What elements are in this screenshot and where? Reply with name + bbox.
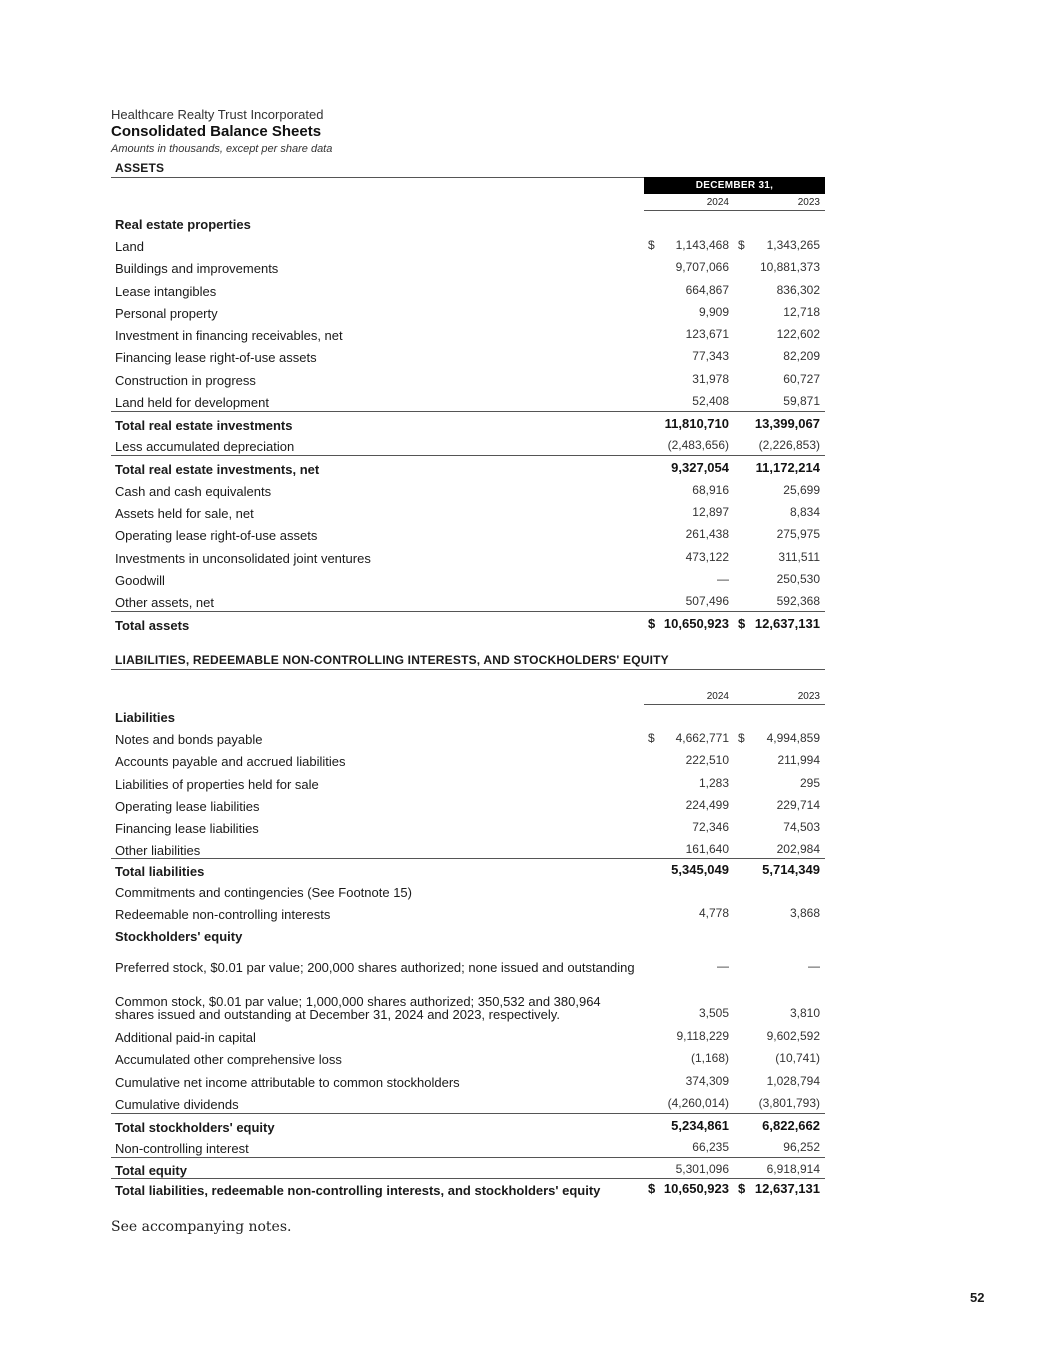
value-2023: 12,637,131 xyxy=(754,616,820,631)
value-2023: 8,834 xyxy=(789,505,820,519)
table-row xyxy=(111,1157,825,1179)
table-row xyxy=(111,322,825,344)
table-row xyxy=(111,901,825,923)
value-2023: 96,252 xyxy=(783,1140,820,1154)
table-row xyxy=(111,411,825,434)
row-label: Real estate properties xyxy=(115,217,251,232)
value-2023: 12,718 xyxy=(783,305,820,319)
value-2023: (10,741) xyxy=(775,1051,820,1065)
row-label: Operating lease liabilities xyxy=(115,799,260,814)
liabilities-year-header xyxy=(644,689,825,705)
row-label: Total assets xyxy=(115,618,190,633)
value-2024: 5,345,049 xyxy=(671,862,729,877)
value-2023: 74,503 xyxy=(783,820,820,834)
table-row xyxy=(111,233,825,255)
value-2023: 59,871 xyxy=(783,394,820,408)
row-label: Investment in financing receivables, net xyxy=(115,328,343,343)
value-2024: 9,909 xyxy=(698,305,729,319)
table-row xyxy=(111,589,825,611)
row-label: Lease intangibles xyxy=(115,284,217,299)
table-row xyxy=(111,837,825,859)
table-row xyxy=(111,726,825,748)
table-row xyxy=(111,433,825,455)
value-2024: 9,118,229 xyxy=(676,1029,729,1043)
value-2024: 1,143,468 xyxy=(675,238,729,252)
row-label: Other assets, net xyxy=(115,595,214,610)
value-2023: 250,530 xyxy=(776,572,820,586)
row-label: Cash and cash equivalents xyxy=(115,484,272,499)
value-2024: 507,496 xyxy=(685,594,729,608)
row-label: Buildings and improvements xyxy=(115,261,279,276)
table-row xyxy=(111,478,825,500)
row-label: Assets held for sale, net xyxy=(115,506,254,521)
value-2024: 10,650,923 xyxy=(663,1181,729,1196)
row-label: Liabilities of properties held for sale xyxy=(115,777,319,792)
row-label: Preferred stock, $0.01 par value; 200,000 shares authorized; none issued and outstanding xyxy=(115,960,635,975)
value-2024: 31,978 xyxy=(692,372,729,386)
assets-heading: ASSETS xyxy=(111,160,825,178)
row-label: Additional paid-in capital xyxy=(115,1030,256,1045)
row-label: Accounts payable and accrued liabilities xyxy=(115,754,346,769)
value-2023: (3,801,793) xyxy=(758,1096,820,1110)
dollar-sign: $ xyxy=(648,238,655,252)
table-row xyxy=(111,389,825,411)
liabilities-heading: LIABILITIES, REDEEMABLE NON-CONTROLLING INTERESTS, AND STOCKHOLDERS' EQUITY xyxy=(111,652,825,670)
table-row xyxy=(111,1136,825,1157)
value-2023: 311,511 xyxy=(778,550,820,564)
row-label: Financing lease liabilities xyxy=(115,821,259,836)
company-name: Healthcare Realty Trust Incorporated xyxy=(111,107,324,122)
period-label: DECEMBER 31, xyxy=(644,177,825,194)
value-2024: 123,671 xyxy=(685,327,729,341)
table-row xyxy=(111,1068,825,1091)
table-row xyxy=(111,522,825,544)
value-2024: — xyxy=(717,572,729,586)
table-row xyxy=(111,500,825,522)
value-2024: 9,707,066 xyxy=(675,260,729,274)
table-row xyxy=(111,367,825,389)
page-subtitle: Amounts in thousands, except per share data xyxy=(111,143,333,155)
dollar-sign: $ xyxy=(738,731,745,745)
value-2023: 275,975 xyxy=(776,527,820,541)
value-2023: 592,368 xyxy=(776,594,820,608)
value-2024: (4,260,014) xyxy=(667,1096,729,1110)
value-2023: 295 xyxy=(799,776,820,790)
table-row xyxy=(111,858,825,880)
table-row xyxy=(111,545,825,567)
value-2023: — xyxy=(808,959,820,973)
dollar-sign: $ xyxy=(648,731,655,745)
row-label: Goodwill xyxy=(115,573,165,588)
value-2024: 1,283 xyxy=(698,776,729,790)
table-row xyxy=(111,1178,825,1199)
table-row xyxy=(111,945,825,976)
table-row xyxy=(111,748,825,770)
row-label: Less accumulated depreciation xyxy=(115,439,295,454)
assets-year-header xyxy=(644,195,825,211)
value-2024: (2,483,656) xyxy=(667,438,729,452)
row-label: Total real estate investments, net xyxy=(115,462,320,477)
table-row xyxy=(111,793,825,815)
row-label: Land xyxy=(115,239,144,254)
row-label: Total equity xyxy=(115,1163,187,1178)
row-label: Commitments and contingencies (See Footnote 15) xyxy=(115,885,412,900)
year-2024-label: 2024 xyxy=(706,691,729,702)
value-2023: (2,226,853) xyxy=(758,438,820,452)
value-2024: 10,650,923 xyxy=(663,616,729,631)
value-2024: 68,916 xyxy=(692,483,729,497)
table-row xyxy=(111,705,825,726)
value-2024: 66,235 xyxy=(692,1140,729,1154)
row-label: Common stock, $0.01 par value; 1,000,000 shares authorized; 350,532 and 380,964 shares issued and outstanding at December 31, 2024 and 2023, respectively. xyxy=(115,994,601,1022)
value-2023: 60,727 xyxy=(783,372,820,386)
row-label: Notes and bonds payable xyxy=(115,732,263,747)
table-row xyxy=(111,1023,825,1046)
row-label: Stockholders' equity xyxy=(115,929,243,944)
table-row xyxy=(111,211,825,233)
row-label: Other liabilities xyxy=(115,843,201,858)
row-label: Cumulative dividends xyxy=(115,1097,239,1112)
table-row xyxy=(111,611,825,634)
row-label: Total real estate investments xyxy=(115,418,293,433)
dollar-sign: $ xyxy=(648,616,656,631)
value-2023: 4,994,859 xyxy=(766,731,820,745)
value-2024: 4,662,771 xyxy=(675,731,729,745)
value-2024: 261,438 xyxy=(685,527,729,541)
row-label: Land held for development xyxy=(115,395,269,410)
value-2024: 473,122 xyxy=(685,550,729,564)
row-label: Redeemable non-controlling interests xyxy=(115,907,331,922)
value-2024: 11,810,710 xyxy=(664,416,729,431)
dollar-sign: $ xyxy=(738,616,746,631)
year-2023-label: 2023 xyxy=(797,691,820,702)
table-row xyxy=(111,1091,825,1113)
value-2023: 82,209 xyxy=(783,349,820,363)
value-2023: 5,714,349 xyxy=(762,862,820,877)
value-2023: 9,602,592 xyxy=(766,1029,820,1043)
value-2024: (1,168) xyxy=(690,1051,729,1065)
value-2023: 1,343,265 xyxy=(766,238,820,252)
value-2024: 9,327,054 xyxy=(671,460,729,475)
value-2023: 11,172,214 xyxy=(755,460,820,475)
value-2024: 52,408 xyxy=(692,394,729,408)
row-label: Total liabilities xyxy=(115,864,205,879)
row-label: Accumulated other comprehensive loss xyxy=(115,1052,342,1067)
value-2024: 5,301,096 xyxy=(675,1162,729,1176)
value-2024: 224,499 xyxy=(685,798,729,812)
year-2024-label: 2024 xyxy=(706,197,729,208)
value-2023: 10,881,373 xyxy=(759,260,820,274)
table-row xyxy=(111,278,825,300)
value-2024: 161,640 xyxy=(685,842,729,856)
value-2023: 202,984 xyxy=(776,842,820,856)
value-2024: 5,234,861 xyxy=(671,1118,729,1133)
value-2023: 229,714 xyxy=(776,798,820,812)
value-2023: 25,699 xyxy=(783,483,820,497)
value-2023: 122,602 xyxy=(776,327,820,341)
value-2024: 12,897 xyxy=(692,505,729,519)
value-2024: 664,867 xyxy=(685,283,729,297)
table-row xyxy=(111,300,825,322)
value-2024: 222,510 xyxy=(685,753,729,767)
year-2023-label: 2023 xyxy=(797,197,820,208)
value-2024: 77,343 xyxy=(692,349,729,363)
row-label: Personal property xyxy=(115,306,218,321)
row-label: Cumulative net income attributable to common stockholders xyxy=(115,1075,460,1090)
row-label: Non-controlling interest xyxy=(115,1141,249,1156)
footnote: See accompanying notes. xyxy=(111,1219,292,1235)
value-2024: 72,346 xyxy=(692,820,729,834)
value-2024: 374,309 xyxy=(685,1074,729,1088)
row-label: Total liabilities, redeemable non-controlling interests, and stockholders' equity xyxy=(115,1183,601,1198)
table-row xyxy=(111,1113,825,1136)
table-row xyxy=(111,923,825,945)
table-row xyxy=(111,976,825,1023)
page-title: Consolidated Balance Sheets xyxy=(111,123,322,140)
dollar-sign: $ xyxy=(738,238,745,252)
page-number: 52 xyxy=(970,1290,985,1305)
dollar-sign: $ xyxy=(738,1181,746,1196)
row-label: Total stockholders' equity xyxy=(115,1120,275,1135)
table-row xyxy=(111,1046,825,1068)
value-2023: 3,810 xyxy=(789,1006,820,1020)
value-2024: 3,505 xyxy=(698,1006,729,1020)
row-label: Construction in progress xyxy=(115,373,256,388)
row-label: Investments in unconsolidated joint ventures xyxy=(115,551,371,566)
value-2023: 12,637,131 xyxy=(754,1181,820,1196)
value-2023: 836,302 xyxy=(776,283,820,297)
value-2024: 4,778 xyxy=(698,906,729,920)
row-label: Financing lease right-of-use assets xyxy=(115,350,317,365)
row-label: Liabilities xyxy=(115,710,175,725)
value-2023: 6,822,662 xyxy=(762,1118,820,1133)
dollar-sign: $ xyxy=(648,1181,656,1196)
table-row xyxy=(111,567,825,589)
value-2023: 6,918,914 xyxy=(766,1162,820,1176)
table-row xyxy=(111,455,825,478)
table-row xyxy=(111,344,825,366)
row-label: Operating lease right-of-use assets xyxy=(115,528,318,543)
table-row xyxy=(111,255,825,277)
table-row xyxy=(111,771,825,793)
value-2023: 3,868 xyxy=(789,906,820,920)
table-row xyxy=(111,815,825,837)
value-2024: — xyxy=(717,959,729,973)
value-2023: 13,399,067 xyxy=(754,416,820,431)
value-2023: 211,994 xyxy=(777,753,820,767)
table-row xyxy=(111,879,825,901)
value-2023: 1,028,794 xyxy=(766,1074,820,1088)
